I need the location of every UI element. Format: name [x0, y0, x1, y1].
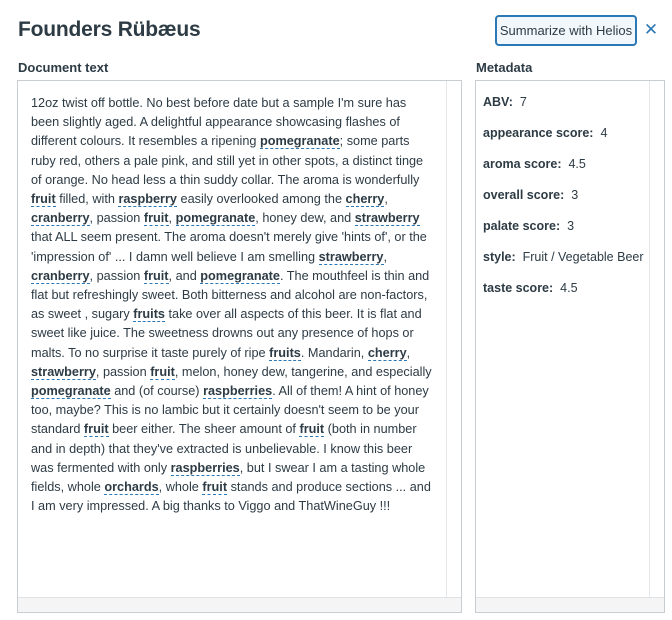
highlighted-keyword[interactable]: cherry [345, 192, 385, 207]
metadata-value: 3 [567, 219, 575, 233]
document-text-segment: ; some parts ruby red, others a pale pink, and still yet in other spots, a distinct tinge of orange. No head less a thin suddy collar. The aroma is wonderfully [31, 134, 424, 187]
document-text-segment: stands and produce sections ... and I am very impressed. A big thanks to Viggo and ThatWineGuy !!! [31, 480, 431, 514]
metadata-key: ABV: [483, 95, 513, 109]
document-text-segment: , passion [89, 211, 144, 226]
highlighted-keyword[interactable]: fruits [133, 307, 165, 322]
document-text-segment: , passion [89, 268, 144, 283]
metadata-row [483, 250, 649, 281]
highlighted-keyword[interactable]: cherry [367, 345, 407, 360]
highlighted-keyword[interactable]: fruit [143, 268, 169, 283]
highlighted-keyword[interactable]: fruit [202, 480, 228, 495]
metadata-row [483, 281, 649, 312]
highlighted-keyword[interactable]: raspberries [170, 460, 240, 475]
highlighted-keyword[interactable]: cranberry [31, 211, 90, 226]
highlighted-keyword[interactable]: fruit [150, 364, 175, 379]
page-title: Founders Rübæus [18, 18, 201, 41]
highlighted-keyword[interactable]: pomegranate [200, 268, 280, 283]
metadata-list [476, 81, 649, 599]
close-icon[interactable]: ✕ [643, 20, 659, 39]
document-text-segment: beer either. The sheer amount of [108, 422, 300, 437]
document-text-segment: , passion [95, 364, 151, 379]
document-vertical-scrollbar[interactable] [446, 81, 461, 599]
highlighted-keyword[interactable]: fruit [299, 422, 325, 437]
metadata-row [483, 188, 649, 219]
document-text-segment: that ALL seem present. The aroma doesn't merely give 'hints of', or the 'impression of' ... I damn well believe I am smelling [31, 230, 427, 264]
metadata-value: 4.5 [568, 157, 586, 171]
document-text-segment: . Mandarin, [300, 345, 368, 360]
document-horizontal-scrollbar[interactable] [18, 597, 461, 612]
highlighted-keyword[interactable]: raspberry [118, 192, 177, 207]
document-text-segment: . All of them! A hint of honey too, maybe? This is no lambic but it certainly doesn't seem to be your standard [31, 384, 429, 437]
document-text-segment: , melon, honey dew, tangerine, and especially [174, 364, 432, 379]
metadata-key: taste score: [483, 281, 554, 295]
summarize-button[interactable]: Summarize with Helios [495, 15, 637, 46]
metadata-key: aroma score: [483, 157, 562, 171]
metadata-value: 7 [519, 95, 527, 109]
document-text-segment: , [383, 249, 388, 264]
metadata-key: appearance score: [483, 126, 594, 140]
document-text-segment: easily overlooked among the [176, 192, 346, 207]
metadata-row [483, 219, 649, 250]
document-text-segment: take over all aspects of this beer. It is flat and sweet like juice. The sweetness drowns out any presence of hops or malts. To no surprise it taste purely of ripe [31, 307, 422, 360]
document-text-segment: , [168, 211, 176, 226]
metadata-panel [475, 80, 665, 613]
highlighted-keyword[interactable]: pomegranate [31, 384, 111, 399]
document-text-segment: , honey dew, and [255, 211, 355, 226]
highlighted-keyword[interactable]: pomegranate [259, 134, 340, 149]
document-text-segment: , [406, 345, 411, 360]
document-text-segment: and (of course) [110, 384, 204, 399]
metadata-value: 4.5 [560, 281, 578, 295]
metadata-key: style: [483, 250, 516, 264]
highlighted-keyword[interactable]: strawberry [318, 249, 384, 264]
highlighted-keyword[interactable]: strawberry [31, 364, 96, 379]
document-text-segment: (both in number and in depth) that they've extracted is unbelievable. I know this beer was fermented with only [31, 422, 417, 475]
metadata-horizontal-scrollbar[interactable] [476, 597, 664, 612]
metadata-value: 4 [600, 126, 608, 140]
highlighted-keyword[interactable]: pomegranate [175, 211, 256, 226]
document-text-label: Document text [18, 60, 109, 75]
document-text-segment: , but I swear I am a tasting whole fields, whole [31, 460, 426, 495]
metadata-row [483, 126, 649, 157]
highlighted-keyword[interactable]: orchards [104, 480, 159, 495]
metadata-label: Metadata [476, 60, 533, 75]
highlighted-keyword[interactable]: raspberries [203, 384, 273, 399]
metadata-row [483, 95, 649, 126]
document-text-segment: filled, with [55, 192, 119, 207]
highlighted-keyword[interactable]: fruit [143, 211, 169, 226]
document-text-segment: , [384, 192, 388, 207]
metadata-row [483, 157, 649, 188]
document-text-segment: 12oz twist off bottle. No best before date but a sample I'm sure has been slightly aged. A delightful appearance showcasing flashes of different colours. It resembles a ripening [31, 96, 407, 149]
metadata-value: Fruit / Vegetable Beer [522, 250, 644, 264]
highlighted-keyword[interactable]: strawberry [354, 211, 420, 226]
highlighted-keyword[interactable]: fruit [83, 422, 109, 437]
metadata-key: overall score: [483, 188, 565, 202]
highlighted-keyword[interactable]: fruits [269, 345, 301, 360]
document-text-segment: , whole [158, 480, 203, 495]
document-text-segment: , and [168, 268, 201, 283]
document-text-segment: . The mouthfeel is thin and flat but refreshingly sweet. Both bitterness and alcohol are non-factors, as sweet , sugary [31, 268, 430, 322]
highlighted-keyword[interactable]: cranberry [31, 268, 90, 283]
document-text-body [18, 81, 446, 599]
highlighted-keyword[interactable]: fruit [31, 192, 56, 207]
metadata-value: 3 [571, 188, 579, 202]
document-text-panel [17, 80, 462, 613]
metadata-key: palate score: [483, 219, 561, 233]
metadata-vertical-scrollbar[interactable] [649, 81, 664, 599]
